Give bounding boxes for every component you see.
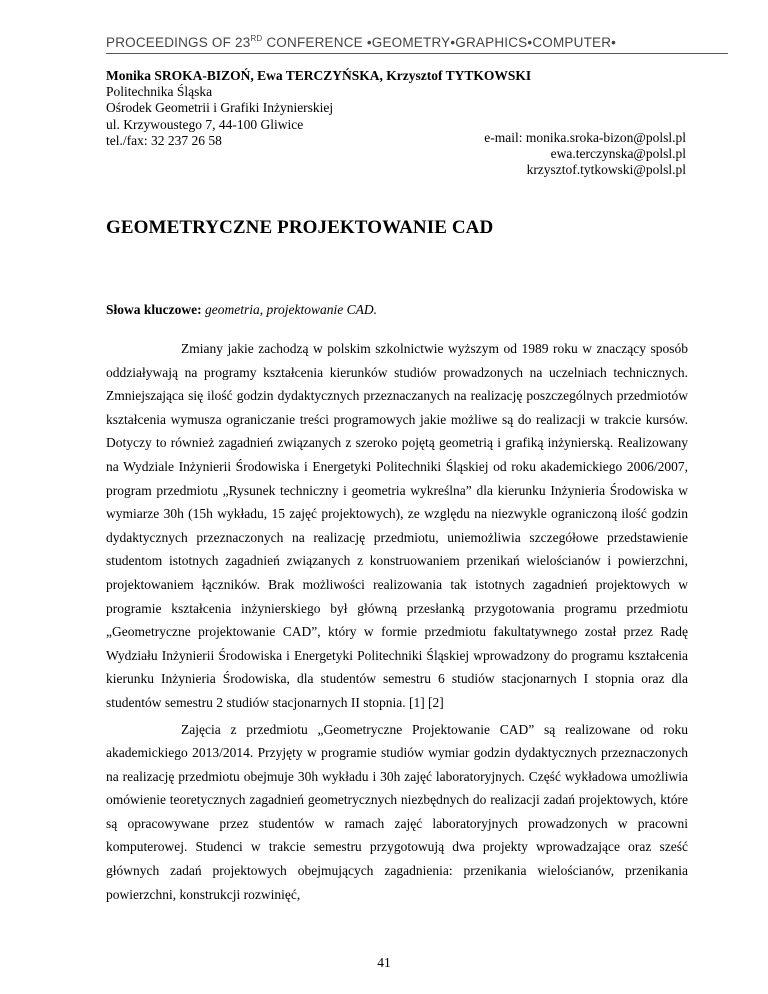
keywords-label: Słowa kluczowe: [106,302,202,317]
paper-title: GEOMETRYCZNE PROJEKTOWANIE CAD [106,217,494,238]
running-header [106,34,728,50]
affiliation-phone: tel./fax: 32 237 26 58 [106,132,222,148]
keywords-value: geometria, projektowanie CAD. [205,302,377,317]
author-info [106,68,531,149]
header-suffix: CONFERENCE •GEOMETRY•GRAPHICS•COMPUTER• [262,35,617,50]
header-prefix: PROCEEDINGS OF 23 [106,35,251,50]
header-rule [106,53,728,54]
affiliation-address: ul. Krzywoustego 7, 44-100 Gliwice [106,116,304,132]
email-line: krzysztof.tytkowski@polsl.pl [526,162,686,178]
page-number: 41 [377,955,391,970]
affiliation-university: Politechnika Śląska [106,84,213,100]
email-line: ewa.terczynska@polsl.pl [550,146,686,162]
header-superscript: RD [250,34,263,43]
email-line: e-mail: monika.sroka-bizon@polsl.pl [484,130,686,145]
affiliation-department: Ośrodek Geometrii i Grafiki Inżynierskiej [106,100,334,116]
authors: Monika SROKA-BIZOŃ, Ewa TERCZYŃSKA, Krzysztof TYTKOWSKI [106,68,532,83]
paragraph: Zmiany jakie zachodzą w polskim szkolnictwie wyższym od 1989 roku w znaczący sposób oddziaływają na programy kształcenia kierunków studiów prowadzonych na uczelniach technicznych. Zmniejszająca się ilość godzin dydaktycznych przeznaczanych na realizację poszczególnych przedmiotów kształcenia wymusza ograniczanie treści programowych jakie możliwe są do realizacji w trakcie kursów. Dotyczy to również zagadnień związanych z szeroko pojętą geometrią i grafiką inżynierską. Realizowany na Wydziale Inżynierii Środowiska i Energetyki Politechniki Śląskiej od roku akademickiego 2006/2007, program przedmiotu „Rysunek techniczny i geometria wykreślna” dla kierunku Inżynieria Środowiska w wymiarze 30h (15h wykładu, 15 zajęć projektowych), ze względu na niezwykle ograniczoną ilość godzin dydaktycznych przeznaczonych na realizację przedmiotu, uniemożliwia szczegółowe przedstawienie studentom istotnych zagadnień związanych z konstruowaniem przenikań wielościanów i powierzchni, projektowaniem łączników. Brak możliwości realizowania tak istotnych zagadnień projektowych w programie kształcenia inżynierskiego był główną przesłanką przygotowania programu przedmiotu „Geometryczne projektowanie CAD”, który w formie przedmiotu fakultatywnego został przez Radę Wydziału Inżynierii Środowiska i Energetyki Politechniki Śląskiej wprowadzony do programu kształcenia kierunku Inżynieria Środowiska, dla studentów semestru 6 studiów stacjonarnych I stopnia oraz dla studentów semestru 2 studiów stacjonarnych II stopnia. [1] [2] [106,341,688,710]
email-block [484,130,686,179]
body-text [106,337,688,906]
keywords [106,302,377,318]
paragraph: Zajęcia z przedmiotu „Geometryczne Projektowanie CAD” są realizowane od roku akademickiego 2013/2014. Przyjęty w programie studiów wymiar godzin dydaktycznych przeznaczonych na realizację przedmiotu obejmuje 30h wykładu i 30h zajęć laboratoryjnych. Część wykładowa umożliwia omówienie teoretycznych zagadnień geometrycznych niezbędnych do realizacji zadań projektowych, które są opracowywane przez studentów w ramach zajęć laboratoryjnych prowadzonych w pracowni komputerowej. Studenci w trakcie semestru przygotowują dwa projekty wprowadzające oraz sześć głównych zadań projektowych obejmujących zagadnienia: przenikania wielościanów, przenikania powierzchni, konstrukcji rozwinięć, [106,721,688,902]
